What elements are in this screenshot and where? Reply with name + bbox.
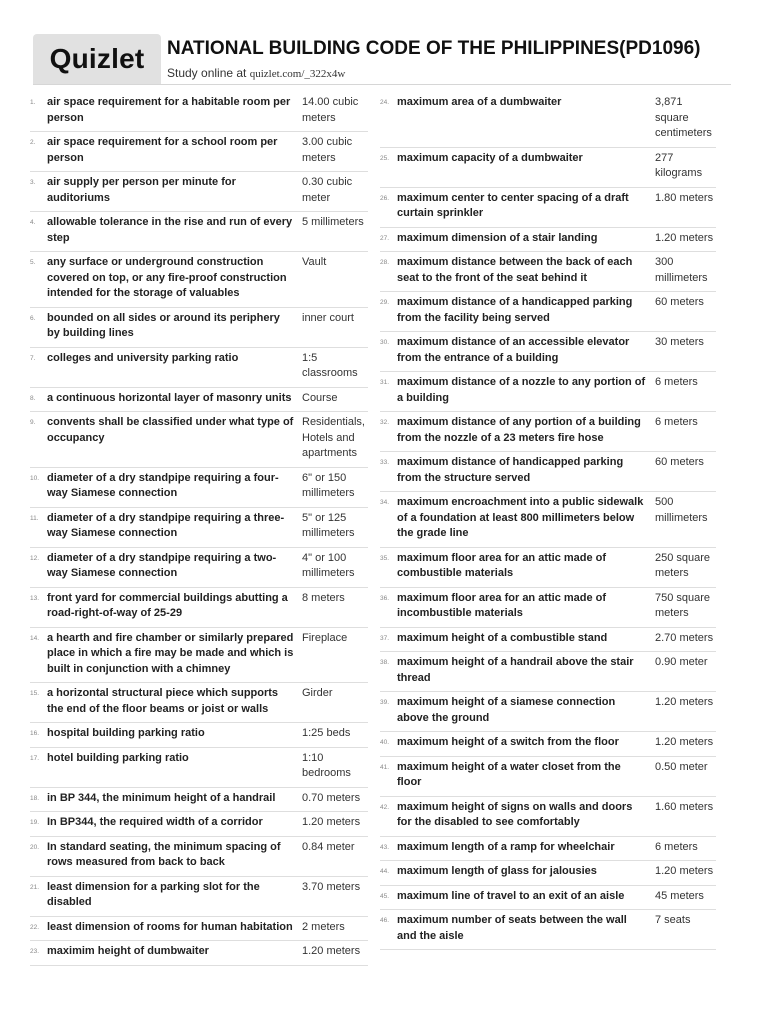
flashcard-row: [30, 92, 368, 132]
study-online-label: Study online at: [167, 66, 247, 80]
flashcard-row: [30, 788, 368, 813]
card-number: 20.: [30, 843, 40, 851]
card-term: hotel building parking ratio: [47, 751, 189, 764]
card-definition: 1.20 meters: [655, 696, 714, 708]
study-online-link[interactable]: quizlet.com/_322x4w: [249, 68, 346, 80]
flashcard-row: [30, 683, 368, 723]
card-term: colleges and university parking ratio: [47, 351, 239, 364]
card-number: 12.: [30, 554, 40, 562]
card-term: air supply per person per minute for auditoriums: [47, 176, 236, 204]
card-term: maximum height of a switch from the floor: [397, 736, 619, 748]
card-definition: 0.30 cubic meter: [302, 176, 353, 204]
card-term: maximim height of dumbwaiter: [47, 945, 209, 957]
card-number: 18.: [30, 794, 40, 802]
card-number: 21.: [30, 883, 40, 891]
card-definition: 1:25 beds: [302, 727, 351, 739]
flashcard-row: [380, 692, 716, 732]
card-definition: 2.70 meters: [655, 631, 714, 644]
card-definition: 5" or 125 millimeters: [302, 511, 355, 539]
flashcard-row: [380, 228, 716, 253]
card-term: maximum encroachment into a public sidewalk of a foundation at least 800 millimeters below the grade line: [397, 496, 644, 539]
flashcard-row: [30, 508, 368, 548]
card-definition: Girder: [302, 687, 333, 699]
flashcard-row: [30, 212, 368, 252]
card-number: 29.: [380, 299, 390, 306]
card-term: maximum distance of a handicapped parking from the facility being served: [397, 296, 633, 324]
card-term: maximum distance between the back of each seat to the front of the seat behind it: [397, 256, 633, 284]
flashcard-row: [380, 886, 716, 911]
card-number: 41.: [380, 763, 390, 771]
card-number: 17.: [30, 754, 40, 762]
card-definition: 1.60 meters: [655, 800, 714, 813]
card-definition: 300 millimeters: [655, 256, 708, 284]
card-number: 33.: [380, 459, 390, 466]
card-definition: 3,871 square centimeters: [655, 96, 712, 139]
card-term: maximum center to center spacing of a draft curtain sprinkler: [397, 191, 629, 219]
card-number: 38.: [380, 659, 390, 666]
flashcard-row: [30, 628, 368, 684]
flashcard-row: [380, 797, 716, 837]
card-definition: 0.50 meter: [655, 760, 708, 773]
card-number: 39.: [380, 699, 390, 706]
card-term: convents shall be classified under what type of occupancy: [47, 416, 294, 444]
flashcard-row: [30, 132, 368, 172]
card-number: 43.: [380, 843, 390, 851]
card-number: 4.: [30, 219, 36, 226]
card-term: maximum height of a handrail above the stair thread: [397, 656, 634, 684]
card-number: 19.: [30, 819, 40, 826]
card-term: maximum length of a ramp for wheelchair: [397, 840, 615, 853]
card-number: 11.: [30, 514, 39, 522]
card-definition: 60 meters: [655, 456, 704, 468]
right-column: [380, 92, 716, 950]
card-term: maximum distance of an accessible elevator from the entrance of a building: [397, 336, 630, 364]
flashcard-row: [30, 348, 368, 388]
card-number: 37.: [380, 634, 390, 642]
card-definition: 1.80 meters: [655, 191, 714, 204]
flashcard-row: [380, 148, 716, 188]
card-term: maximum distance of handicapped parking from the structure served: [397, 456, 624, 484]
card-term: in BP 344, the minimum height of a handrail: [47, 791, 276, 804]
card-term: front yard for commercial buildings abutting a road-right-of-way of 25-29: [47, 591, 288, 619]
card-definition: 0.90 meter: [655, 656, 708, 668]
card-definition: 1.20 meters: [655, 736, 714, 748]
card-number: 24.: [380, 99, 390, 106]
flashcard-row: [30, 172, 368, 212]
card-definition: 6 meters: [655, 416, 698, 428]
card-definition: 5 millimeters: [302, 216, 364, 228]
card-term: maximum distance of any portion of a building from the nozzle of a 23 meters fire hose: [397, 416, 641, 444]
flashcard-row: [30, 877, 368, 917]
card-number: 10.: [30, 474, 40, 482]
card-definition: inner court: [302, 311, 354, 324]
card-number: 45.: [380, 892, 390, 900]
card-term: maximum area of a dumbwaiter: [397, 96, 562, 108]
card-number: 35.: [380, 554, 390, 562]
flashcard-row: [380, 652, 716, 692]
card-number: 6.: [30, 314, 36, 322]
flashcard-row: [30, 548, 368, 588]
flashcard-row: [380, 92, 716, 148]
card-definition: 60 meters: [655, 296, 704, 308]
card-definition: 1:5 classrooms: [302, 351, 358, 379]
card-definition: 45 meters: [655, 889, 704, 902]
page-title: NATIONAL BUILDING CODE OF THE PHILIPPINES(PD1096): [167, 38, 701, 59]
card-number: 46.: [380, 917, 390, 924]
flashcard-row: [30, 388, 368, 413]
card-number: 30.: [380, 339, 390, 346]
card-term: any surface or underground construction covered on top, or any fire-proof construction intended for the storage of valuables: [47, 256, 287, 299]
left-column: [30, 92, 368, 966]
card-term: maximum floor area for an attic made of combustible materials: [397, 551, 607, 579]
card-definition: 3.70 meters: [302, 880, 361, 893]
card-term: diameter of a dry standpipe requiring a four-way Siamese connection: [47, 471, 279, 499]
card-number: 8.: [30, 394, 36, 402]
card-number: 7.: [30, 354, 36, 362]
card-term: maximum height of a combustible stand: [397, 631, 608, 644]
card-definition: Residentials, Hotels and apartments: [302, 416, 365, 459]
card-number: 25.: [380, 154, 390, 162]
card-definition: 2 meters: [302, 920, 345, 933]
card-definition: 6 meters: [655, 840, 698, 853]
card-number: 26.: [380, 194, 390, 202]
card-definition: 3.00 cubic meters: [302, 136, 353, 164]
flashcard-row: [380, 732, 716, 757]
card-term: a continuous horizontal layer of masonry units: [47, 391, 292, 404]
card-number: 1.: [30, 99, 36, 106]
card-number: 44.: [380, 868, 390, 875]
flashcard-row: [380, 372, 716, 412]
flashcard-row: [30, 308, 368, 348]
study-online-line: [167, 66, 345, 80]
flashcard-row: [380, 332, 716, 372]
card-definition: 250 square meters: [655, 551, 711, 579]
quizlet-logo[interactable]: Quizlet: [33, 34, 161, 84]
card-number: 36.: [380, 594, 390, 602]
flashcard-row: [380, 910, 716, 950]
card-number: 23.: [30, 948, 40, 955]
card-number: 42.: [380, 803, 390, 811]
flashcard-row: [30, 252, 368, 308]
card-definition: 1.20 meters: [302, 945, 361, 957]
flashcard-row: [380, 492, 716, 548]
flashcard-row: [30, 748, 368, 788]
card-term: air space requirement for a school room per person: [47, 136, 278, 164]
card-term: least dimension for a parking slot for the disabled: [47, 880, 260, 908]
flashcard-row: [380, 588, 716, 628]
card-definition: 1.20 meters: [302, 816, 361, 828]
card-term: maximum number of seats between the wall and the aisle: [397, 914, 627, 942]
flashcard-row: [380, 452, 716, 492]
card-definition: 0.70 meters: [302, 791, 361, 804]
card-definition: 0.84 meter: [302, 840, 355, 853]
card-term: maximum height of a siamese connection above the ground: [397, 696, 616, 724]
page-header: [33, 34, 731, 85]
flashcard-row: [380, 548, 716, 588]
card-number: 14.: [30, 634, 40, 642]
card-number: 15.: [30, 690, 40, 697]
flashcard-row: [380, 252, 716, 292]
flashcard-row: [380, 292, 716, 332]
card-term: least dimension of rooms for human habitation: [47, 920, 293, 933]
card-number: 2.: [30, 139, 36, 146]
card-term: a hearth and fire chamber or similarly prepared place in which a fire may be made and which is built in conjunction with a chimney: [47, 631, 294, 675]
card-number: 16.: [30, 730, 40, 737]
card-term: maximum floor area for an attic made of incombustible materials: [397, 591, 607, 619]
card-term: diameter of a dry standpipe requiring a two-way Siamese connection: [47, 551, 277, 579]
card-definition: 30 meters: [655, 336, 704, 348]
flashcard-row: [380, 757, 716, 797]
card-number: 22.: [30, 923, 40, 931]
card-definition: 6" or 150 millimeters: [302, 471, 355, 499]
card-number: 28.: [380, 259, 390, 266]
card-term: In standard seating, the minimum spacing of rows measured from back to back: [47, 840, 281, 868]
card-number: 34.: [380, 499, 390, 506]
card-term: In BP344, the required width of a corridor: [47, 816, 263, 828]
card-definition: Fireplace: [302, 631, 348, 644]
card-definition: 500 millimeters: [655, 496, 708, 524]
flashcard-row: [380, 188, 716, 228]
card-number: 13.: [30, 594, 40, 602]
card-term: maximum capacity of a dumbwaiter: [397, 151, 583, 164]
flashcard-row: [30, 837, 368, 877]
card-number: 3.: [30, 179, 36, 186]
card-definition: 277 kilograms: [655, 151, 703, 179]
flashcard-row: [30, 812, 368, 837]
card-term: maximum distance of a nozzle to any portion of a building: [397, 376, 646, 404]
flashcard-row: [380, 628, 716, 653]
card-number: 32.: [380, 419, 390, 426]
card-number: 27.: [380, 234, 390, 242]
flashcard-row: [380, 861, 716, 886]
flashcard-row: [30, 917, 368, 942]
card-number: 5.: [30, 259, 36, 266]
card-term: maximum height of a water closet from the floor: [397, 760, 621, 788]
card-term: maximum length of glass for jalousies: [397, 865, 597, 877]
card-term: air space requirement for a habitable room per person: [47, 96, 291, 124]
card-definition: Course: [302, 391, 338, 404]
card-definition: 4" or 100 millimeters: [302, 551, 355, 579]
card-term: maximum dimension of a stair landing: [397, 231, 598, 244]
flashcard-row: [30, 468, 368, 508]
card-definition: 8 meters: [302, 591, 345, 604]
flashcard-row: [30, 412, 368, 468]
card-definition: 1.20 meters: [655, 231, 714, 244]
card-definition: 1:10 bedrooms: [302, 751, 351, 779]
card-number: 31.: [380, 379, 390, 386]
card-number: 9.: [30, 419, 36, 426]
card-definition: 14.00 cubic meters: [302, 96, 359, 124]
card-term: hospital building parking ratio: [47, 727, 205, 739]
card-term: maximum height of signs on walls and doors for the disabled to see comfortably: [397, 800, 633, 828]
card-definition: 750 square meters: [655, 591, 711, 619]
card-number: 40.: [380, 739, 390, 746]
card-term: allowable tolerance in the rise and run of every step: [47, 216, 293, 244]
card-term: bounded on all sides or around its periphery by building lines: [47, 311, 280, 339]
flashcard-row: [30, 941, 368, 966]
flashcard-row: [30, 723, 368, 748]
card-term: a horizontal structural piece which supports the end of the floor beams or joist or walls: [47, 687, 279, 715]
flashcard-row: [380, 837, 716, 862]
flashcard-row: [380, 412, 716, 452]
card-definition: 1.20 meters: [655, 865, 714, 877]
card-definition: 7 seats: [655, 914, 691, 926]
card-term: diameter of a dry standpipe requiring a three-way Siamese connection: [47, 511, 285, 539]
card-definition: 6 meters: [655, 376, 698, 388]
flashcard-row: [30, 588, 368, 628]
card-definition: Vault: [302, 256, 327, 268]
card-term: maximum line of travel to an exit of an aisle: [397, 889, 625, 902]
